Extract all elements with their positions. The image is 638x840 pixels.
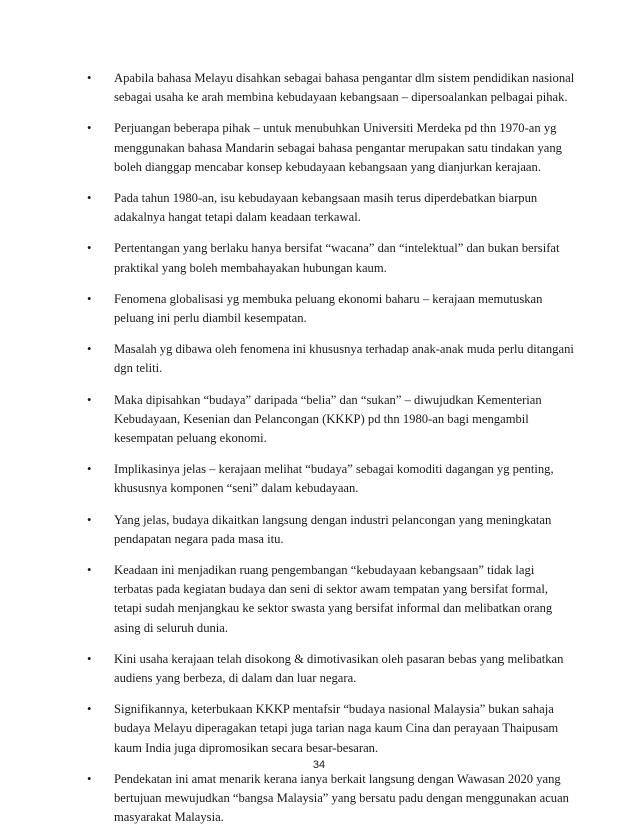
bullet-item <box>87 189 575 227</box>
bullet-icon: • <box>87 702 92 717</box>
bullet-icon: • <box>87 512 92 527</box>
bullet-text: Fenomena globalisasi yg membuka peluang ekonomi baharu – kerajaan memutuskan peluang ini perlu diambil kesempatan. <box>114 291 543 326</box>
bullet-icon: • <box>87 191 92 206</box>
bullet-item <box>87 290 575 328</box>
bullet-text: Implikasinya jelas – kerajaan melihat “budaya” sebagai komoditi dagangan yg penting, khususnya komponen “seni” dalam kebudayaan. <box>114 462 554 496</box>
bullet-text: Yang jelas, budaya dikaitkan langsung dengan industri pelancongan yang meningkatan pendapatan negara pada masa itu. <box>114 512 552 546</box>
bullet-icon: • <box>87 71 92 85</box>
bullet-item <box>87 69 575 107</box>
page-number: 34 <box>312 759 326 771</box>
bullet-item <box>87 391 575 449</box>
bullet-icon: • <box>87 241 92 256</box>
bullet-text: Maka dipisahkan “budaya” daripada “belia” dan “sukan” – diwujudkan Kementerian Kebudayaan, Kesenian dan Pelancongan (KKKP) pd thn 1980-an bagi mengambil kesempatan peluang ekonomi. <box>114 392 542 446</box>
bullet-icon: • <box>87 392 92 407</box>
bullet-text: Apabila bahasa Melayu disahkan sebagai bahasa pengantar dlm sistem pendidikan nasional sebagai usaha ke arah membina kebudayaan kebangsaan – dipersoalankan pelbagai pihak. <box>114 71 575 105</box>
bullet-icon: • <box>87 342 92 357</box>
bullet-icon: • <box>87 563 92 578</box>
bullet-text: Pendekatan ini amat menarik kerana ianya berkait langsung dengan Wawasan 2020 yang bertujuan mewujudkan “bangsa Malaysia” yang bersatu padu dengan menggunakan acuan masyarakat Malaysia. <box>114 771 569 825</box>
bullet-list <box>87 69 575 840</box>
bullet-icon: • <box>87 651 92 666</box>
bullet-icon: • <box>87 462 92 477</box>
bullet-item <box>87 770 575 828</box>
bullet-text: Keadaan ini menjadikan ruang pengembangan “kebudayaan kebangsaan” tidak lagi terbatas pada kegiatan budaya dan seni di sektor awam tempatan yang bersifat formal, tetapi sudah menjangkau ke sektor swasta yang bersifat informal dan melibatkan orang asing di seluruh dunia. <box>114 563 553 635</box>
bullet-item <box>87 340 575 378</box>
bullet-item <box>87 239 575 277</box>
bullet-item <box>87 511 575 549</box>
bullet-text: Masalah yg dibawa oleh fenomena ini khususnya terhadap anak-anak muda perlu ditangani dgn teliti. <box>114 342 574 376</box>
bullet-text: Pertentangan yang berlaku hanya bersifat “wacana” dan “intelektual” dan bukan bersifat praktikal yang boleh membahayakan hubungan kaum. <box>114 241 560 275</box>
bullet-text: Signifikannya, keterbukaan KKKP mentafsir “budaya nasional Malaysia” bukan sahaja budaya Melayu diperagakan tetapi juga tarian naga kaum Cina dan perayaan Thaipusam kaum India juga dipromosikan secara besar-besaran. <box>114 702 559 755</box>
bullet-icon: • <box>87 771 92 786</box>
bullet-text: Pada tahun 1980-an, isu kebudayaan kebangsaan masih terus diperdebatkan biarpun adakalnya hangat tetapi dalam keadaan terkawal. <box>114 191 538 225</box>
bullet-text: Perjuangan beberapa pihak – untuk menubuhkan Universiti Merdeka pd thn 1970-an yg menggunakan bahasa Mandarin sebagai bahasa pengantar merupakan satu tindakan yang boleh dianggap mencabar konsep kebudayaan kebangsaan yang dianjurkan kerajaan. <box>114 121 562 174</box>
bullet-item <box>87 460 575 498</box>
bullet-text: Kini usaha kerajaan telah disokong & dimotivasikan oleh pasaran bebas yang melibatkan audiens yang berbeza, di dalam dan luar negara. <box>114 651 564 686</box>
bullet-icon: • <box>87 121 92 136</box>
bullet-icon: • <box>87 291 92 306</box>
bullet-item <box>87 650 575 688</box>
bullet-item <box>87 561 575 638</box>
bullet-item <box>87 700 575 758</box>
bullet-item <box>87 119 575 177</box>
